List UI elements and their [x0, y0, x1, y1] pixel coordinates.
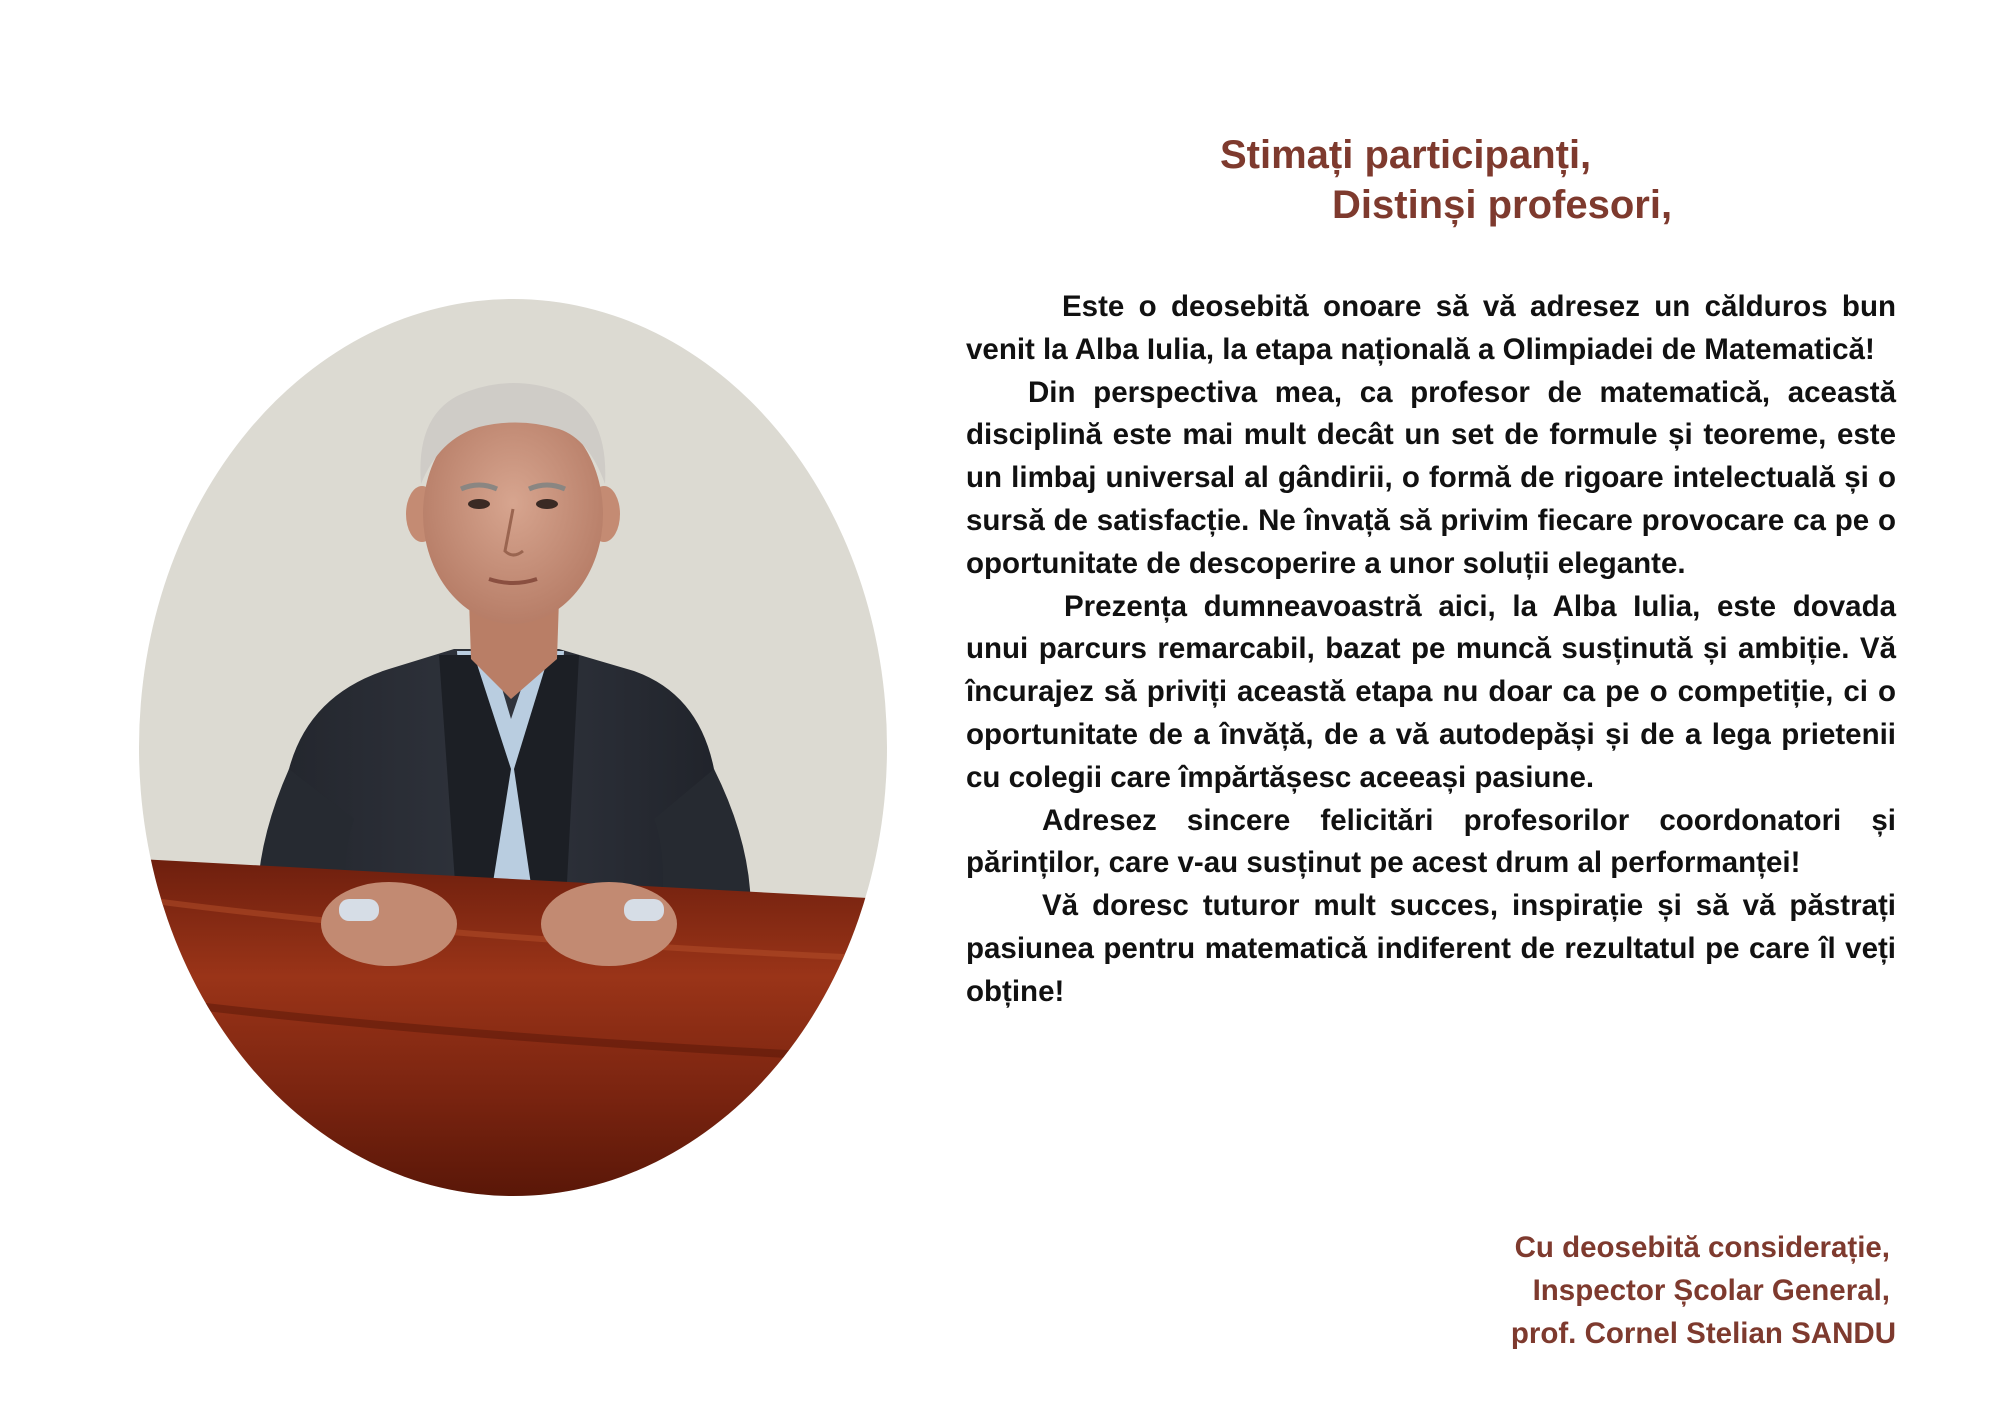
paragraph-wishes: Vă doresc tuturor mult succes, inspirație și să vă păstrați pasiunea pentru matematică indiferent de rezultatul pe care îl veți obține!: [966, 889, 1896, 1008]
paragraph-congratulations: Adresez sincere felicitări profesorilor coordonatori și părinților, care v-au susținut pe acest drum al performanței!: [966, 803, 1896, 880]
signature-block: [1380, 1226, 1896, 1355]
salutation-line-teachers: Distinși profesori,: [1332, 183, 1673, 227]
paragraph-welcome: Este o deosebită onoare să vă adresez un călduros bun venit la Alba Iulia, la etapa națională a Olimpiadei de Matematică!: [966, 290, 1896, 366]
salutation-line-participants: Stimați participanți,: [1220, 133, 1592, 177]
paragraph-perspective: Din perspectiva mea, ca profesor de matematică, această disciplină este mai mult decât un set de formule și teoreme, este un limbaj universal al gândirii, o formă de rigoare intelectuală și o sursă de satisfacție. Ne învață să privim fiecare provocare ca pe o oportunitate de descoperire a unor soluții elegante.: [966, 375, 1896, 580]
letter-body: [966, 286, 1896, 1014]
signature-role: Inspector Școlar General,: [1532, 1274, 1890, 1307]
signature-closing: Cu deosebită considerație,: [1514, 1231, 1890, 1264]
salutation: [1150, 130, 1790, 230]
signature-name: prof. Cornel Stelian SANDU: [1510, 1317, 1896, 1350]
paragraph-presence: Prezența dumneavoastră aici, la Alba Iulia, este dovada unui parcurs remarcabil, bazat pe muncă susținută și ambiție. Vă încurajez să priviți această etapa nu doar ca pe o competiție, ci o oportunitate de a învăță, de a vă autodepăși și de a lega prietenii cu colegii care împărtășesc aceeași pasiune.: [966, 589, 1896, 794]
portrait-photo: [139, 299, 887, 1196]
